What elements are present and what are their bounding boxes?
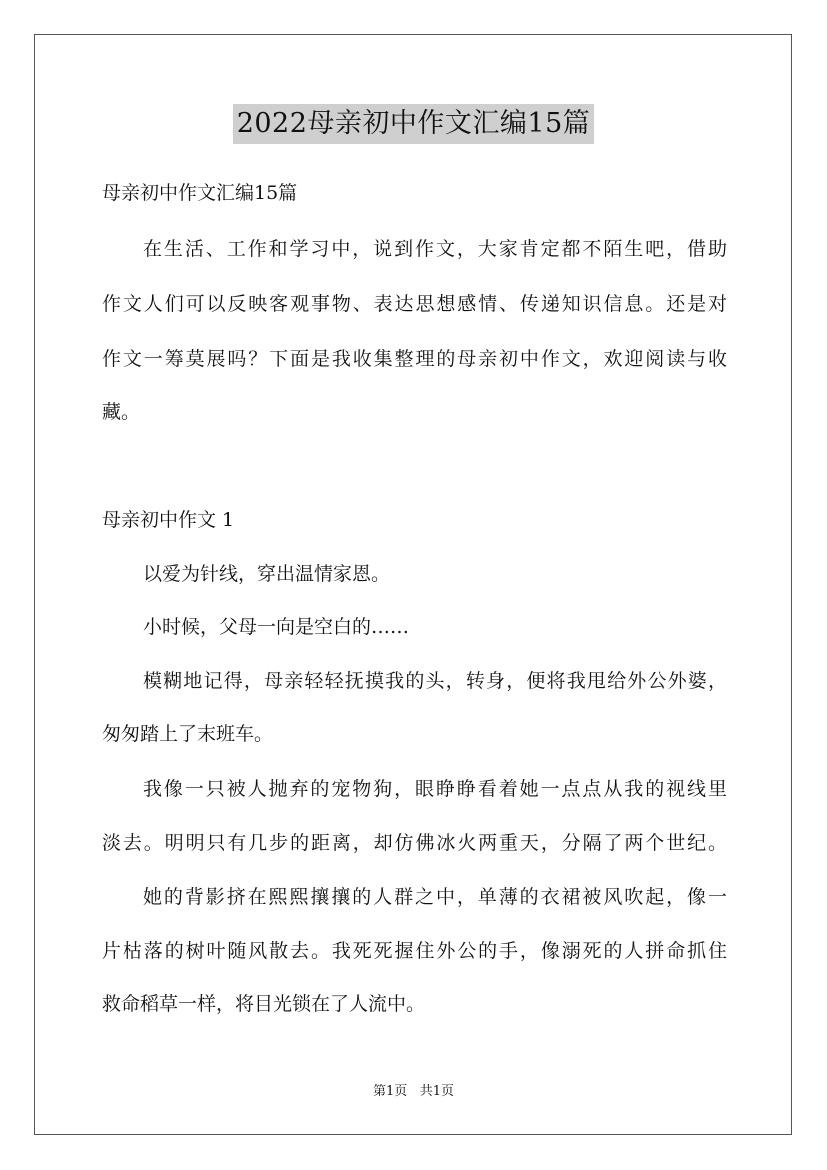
essay-line: 我像一只被人抛弃的宠物狗，眼睁睁看着她一点点从我的视线里 xyxy=(143,778,727,800)
essay-line: 她的背影挤在熙熙攘攘的人群之中，单薄的衣裙被风吹起，像一 xyxy=(143,886,727,908)
page-footer xyxy=(0,1083,827,1101)
essay-line: 片枯落的树叶随风散去。我死死握住外公的手，像溺死的人拼命抓住 xyxy=(102,940,727,962)
title-container xyxy=(0,104,827,144)
document-title: 2022母亲初中作文汇编15篇 xyxy=(233,104,595,144)
intro-line: 藏。 xyxy=(102,401,141,423)
essay-line: 淡去。明明只有几步的距离，却仿佛冰火两重天，分隔了两个世纪。 xyxy=(102,832,727,854)
essay-line: 匆匆踏上了末班车。 xyxy=(102,723,274,745)
essay-heading: 母亲初中作文 1 xyxy=(102,509,235,531)
document-subtitle: 母亲初中作文汇编15篇 xyxy=(102,182,298,204)
essay-line: 模糊地记得，母亲轻轻抚摸我的头，转身，便将我甩给外公外婆， xyxy=(143,670,727,692)
essay-line: 救命稻草一样，将目光锁在了人流中。 xyxy=(102,993,426,1015)
essay-line: 小时候，父母一向是空白的…… xyxy=(143,616,410,638)
intro-line: 作文人们可以反映客观事物、表达思想感情、传递知识信息。还是对 xyxy=(102,293,727,315)
intro-line: 作文一筹莫展吗？下面是我收集整理的母亲初中作文，欢迎阅读与收 xyxy=(102,348,727,370)
intro-line: 在生活、工作和学习中，说到作文，大家肯定都不陌生吧，借助 xyxy=(143,238,727,260)
page-total: 共1页 xyxy=(419,1084,454,1099)
page-number: 第1页 xyxy=(373,1084,408,1099)
essay-line: 以爱为针线，穿出温情家恩。 xyxy=(143,563,391,585)
